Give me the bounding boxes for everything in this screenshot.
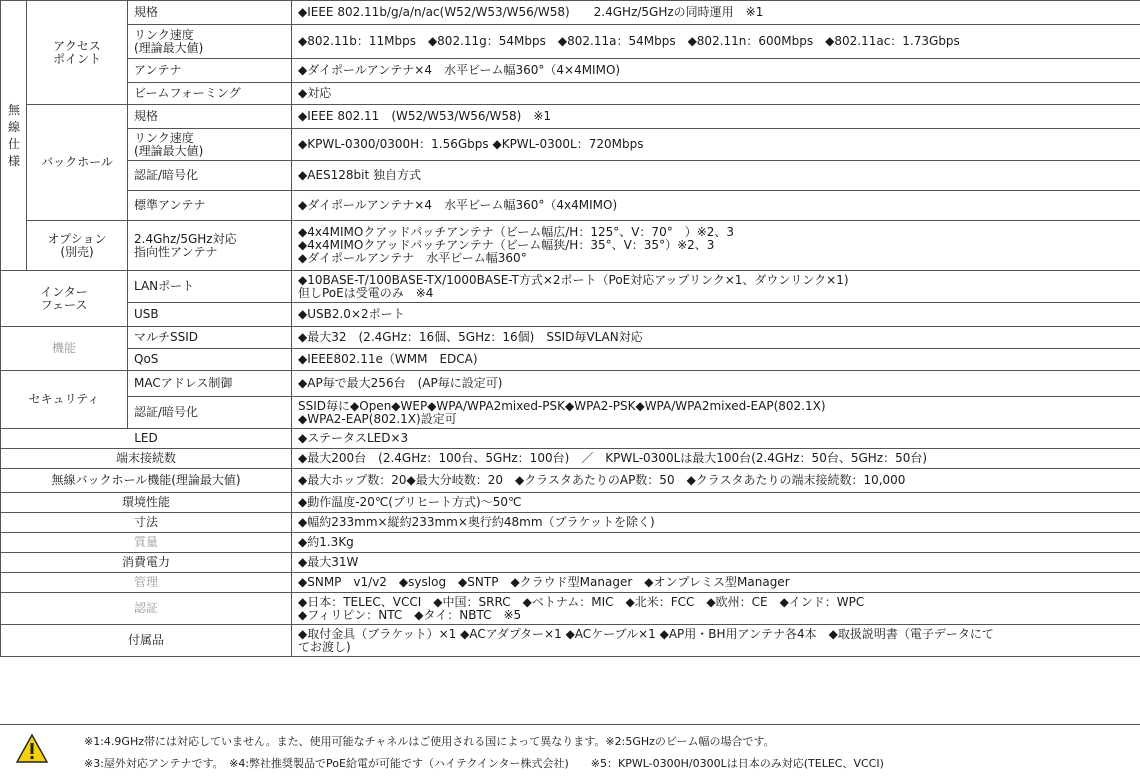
spec-value-line: ◆SNMP v1/v2 ◆syslog ◆SNTP ◆クラウド型Manager ◆オンプレミス型Manager <box>298 575 790 589</box>
spec-name <box>128 191 292 221</box>
spec-label: 質量 <box>1 533 292 553</box>
spec-name <box>128 1 292 25</box>
spec-value <box>292 349 1140 371</box>
spec-value-line: ◆IEEE 802.11b/g/a/n/ac(W52/W53/W56/W58) 2.4GHz/5GHzの同時運用 ※1 <box>298 5 764 19</box>
spec-row <box>1 449 1140 469</box>
spec-row <box>1 573 1140 593</box>
spec-row <box>1 161 1140 191</box>
spec-row <box>1 349 1140 371</box>
spec-name-line: 規格 <box>134 5 159 19</box>
spec-name-line: 標準アンテナ <box>134 198 206 212</box>
spec-row <box>1 83 1140 105</box>
spec-name <box>128 349 292 371</box>
interface-label-line: フェース <box>40 297 88 312</box>
spec-row <box>1 271 1140 303</box>
spec-row <box>1 397 1140 429</box>
spec-row <box>1 429 1140 449</box>
spec-value-line: ◆IEEE802.11e（WMM EDCA) <box>298 352 478 366</box>
spec-row <box>1 553 1140 573</box>
spec-row <box>1 625 1140 657</box>
spec-value <box>292 593 1140 625</box>
spec-value-line: てお渡し) <box>298 639 351 654</box>
spec-name <box>128 397 292 429</box>
spec-name-line: マルチSSID <box>134 330 199 344</box>
spec-label: 端末接続数 <box>1 449 292 469</box>
backhaul-label-line: バックホール <box>41 155 113 169</box>
spec-name <box>128 161 292 191</box>
spec-value-line: ◆ダイポールアンテナ×4 水平ビーム幅360°（4x4MIMO) <box>298 198 618 212</box>
spec-name-line: QoS <box>134 352 159 366</box>
spec-name-line: MACアドレス制御 <box>134 376 233 390</box>
access-point-label-line: ポイント <box>52 51 101 66</box>
spec-name <box>128 327 292 349</box>
option-label-line: オプション <box>47 231 107 246</box>
spec-value <box>292 1 1140 25</box>
spec-name <box>128 25 292 59</box>
spec-value-line: ◆最大ホップ数：20◆最大分岐数：20 ◆クラスタあたりのAP数：50 ◆クラスタあたりの端末接続数：10,000 <box>298 473 906 487</box>
spec-name-line: 規格 <box>134 109 159 123</box>
interface-group-label <box>1 271 128 327</box>
spec-name-line: LANポート <box>134 279 195 293</box>
spec-name <box>128 105 292 129</box>
spec-value-line: ◆ダイポールアンテナ×4 水平ビーム幅360°（4×4MIMO) <box>298 63 621 77</box>
spec-value-line: SSID毎に◆Open◆WEP◆WPA/WPA2mixed-PSK◆WPA2-PSK◆WPA/WPA2mixed-EAP(802.1X) <box>298 398 826 413</box>
spec-value <box>292 25 1140 59</box>
spec-label: 環境性能 <box>1 493 292 513</box>
spec-value-line: ◆幅約233mm×縦約233mm×奥行約48mm（ブラケットを除く) <box>298 515 655 529</box>
spec-label: LED <box>1 429 292 449</box>
spec-value-line: ◆ダイポールアンテナ 水平ビーム幅360° <box>298 251 527 265</box>
spec-value <box>292 327 1140 349</box>
spec-row <box>1 59 1140 83</box>
spec-row <box>1 513 1140 533</box>
spec-value <box>292 493 1140 513</box>
spec-value <box>292 371 1140 397</box>
spec-value-line: ◆AES128bit 独自方式 <box>298 168 422 182</box>
spec-row <box>1 593 1140 625</box>
spec-label: 寸法 <box>1 513 292 533</box>
spec-name-line: リンク速度 <box>134 27 194 42</box>
spec-value-line: ◆取付金具（ブラケット）×1 ◆ACアダプター×1 ◆ACケーブル×1 ◆AP用・BH用アンテナ各4本 ◆取扱説明書（電子データにて <box>298 626 994 641</box>
spec-name-line: (理論最大値) <box>134 143 204 158</box>
spec-label: 無線バックホール機能(理論最大値) <box>1 469 292 493</box>
spec-value <box>292 429 1140 449</box>
spec-value-line: ◆フィリピン：NTC ◆タイ：NBTC ※5 <box>298 607 522 622</box>
note-line-1: ※1:4.9GHz帯には対応していません。また、使用可能なチャネルはご使用される国によって異なります。※2:5GHzのビーム幅の場合です。 <box>84 735 775 748</box>
spec-value <box>292 221 1140 271</box>
spec-name-line: リンク速度 <box>134 130 194 145</box>
spec-name-line: (理論最大値) <box>134 40 204 55</box>
spec-value-line: ◆最大31W <box>298 555 359 569</box>
spec-value-line: ◆動作温度-20℃(ブリヒート方式)～50℃ <box>298 495 522 509</box>
spec-name <box>128 83 292 105</box>
spec-value <box>292 469 1140 493</box>
spec-value <box>292 59 1140 83</box>
spec-value <box>292 533 1140 553</box>
spec-value-line: ◆10BASE-T/100BASE-TX/1000BASE-T方式×2ポート（PoE対応アップリンク×1、ダウンリンク×1) <box>298 272 849 287</box>
spec-value-line: ◆約1.3Kg <box>298 535 354 549</box>
spec-value-line: ◆AP毎で最大256台 (AP毎に設定可) <box>298 376 503 390</box>
spec-name <box>128 59 292 83</box>
spec-name <box>128 303 292 327</box>
function-group-label <box>1 327 128 371</box>
spec-name-line: USB <box>134 307 159 321</box>
spec-value <box>292 83 1140 105</box>
spec-value <box>292 553 1140 573</box>
access-point-label-line: アクセス <box>53 38 101 53</box>
spec-value-line: ◆4x4MIMOクアッドパッチアンテナ（ビーム幅狭/H：35°、V：35°）※2、3 <box>298 238 715 252</box>
spec-row <box>1 469 1140 493</box>
spec-value <box>292 271 1140 303</box>
spec-value-line: ◆ステータスLED×3 <box>298 431 409 445</box>
spec-name-line: 認証/暗号化 <box>134 405 199 419</box>
wireless-group-label <box>1 1 27 271</box>
spec-value-line: ◆最大32 (2.4GHz：16個、5GHz：16個) SSID毎VLAN対応 <box>298 330 643 344</box>
spec-value-line: ◆4x4MIMOクアッドパッチアンテナ（ビーム幅広/H：125°、V：70° ）※2、3 <box>298 225 735 239</box>
spec-value-line: ◆802.11b：11Mbps ◆802.11g：54Mbps ◆802.11a：54Mbps ◆802.11n：600Mbps ◆802.11ac：1.73Gbps <box>298 34 960 48</box>
spec-value <box>292 513 1140 533</box>
spec-value <box>292 303 1140 327</box>
spec-value-line: ◆最大200台 (2.4GHz：100台、5GHz：100台) ／ KPWL-0300Lは最大100台(2.4GHz：50台、5GHz：50台) <box>298 451 928 465</box>
spec-name <box>128 221 292 271</box>
spec-value <box>292 449 1140 469</box>
wireless-label-text: 無線仕様 <box>7 102 20 168</box>
spec-name <box>128 371 292 397</box>
spec-row <box>1 1 1140 25</box>
spec-name <box>128 271 292 303</box>
spec-label: 付属品 <box>1 625 292 657</box>
spec-value <box>292 573 1140 593</box>
interface-label-line: インター <box>40 284 88 299</box>
spec-value-line: ◆日本：TELEC、VCCI ◆中国：SRRC ◆ベトナム：MIC ◆北米：FCC ◆欧州：CE ◆インド：WPC <box>298 594 865 609</box>
spec-value-line: ◆IEEE 802.11 (W52/W53/W56/W58) ※1 <box>298 109 552 123</box>
spec-row <box>1 25 1140 59</box>
spec-value-line: ◆WPA2-EAP(802.1X)設定可 <box>298 411 457 426</box>
spec-label: 認証 <box>1 593 292 625</box>
spec-label: 管理 <box>1 573 292 593</box>
spec-row <box>1 371 1140 397</box>
spec-row <box>1 191 1140 221</box>
spec-row <box>1 533 1140 553</box>
warning-icon <box>16 733 48 765</box>
spec-row <box>1 327 1140 349</box>
backhaul-group-label <box>27 105 128 221</box>
spec-row <box>1 221 1140 271</box>
function-label-line: 機能 <box>51 341 76 355</box>
spec-value <box>292 397 1140 429</box>
spec-name-line: 2.4Ghz/5GHz対応 <box>134 231 237 246</box>
spec-name <box>128 129 292 161</box>
spec-name-line: ビームフォーミング <box>134 86 241 100</box>
access-point-group-label <box>27 1 128 105</box>
note-line-2: ※3:屋外対応アンテナです。 ※4:弊社推奨製品でPoE給電が可能です（ハイテクインター株式会社) ※5：KPWL-0300H/0300Lは日本のみ対応(TELEC、VCCI) <box>84 757 884 770</box>
spec-value-line: ◆USB2.0×2ポート <box>298 307 405 321</box>
spec-name-line: 認証/暗号化 <box>134 168 199 182</box>
spec-row <box>1 493 1140 513</box>
spec-value-line: ◆対応 <box>298 86 332 100</box>
spec-value <box>292 191 1140 221</box>
spec-name-line: 指向性アンテナ <box>134 244 218 259</box>
security-label-line: セキュリティ <box>28 392 100 406</box>
notes-section <box>0 724 1140 778</box>
spec-value <box>292 625 1140 657</box>
spec-row <box>1 105 1140 129</box>
spec-value-line: ◆KPWL-0300/0300H：1.56Gbps ◆KPWL-0300L：720Mbps <box>298 137 644 151</box>
spec-row <box>1 129 1140 161</box>
option-label-line: (別売) <box>60 244 94 259</box>
spec-value <box>292 105 1140 129</box>
spec-value <box>292 129 1140 161</box>
spec-value <box>292 161 1140 191</box>
security-group-label <box>1 371 128 429</box>
spec-label: 消費電力 <box>1 553 292 573</box>
spec-name-line: アンテナ <box>134 63 182 77</box>
spec-row <box>1 303 1140 327</box>
option-group-label <box>27 221 128 271</box>
spec-value-line: 但しPoEは受電のみ ※4 <box>298 285 434 300</box>
